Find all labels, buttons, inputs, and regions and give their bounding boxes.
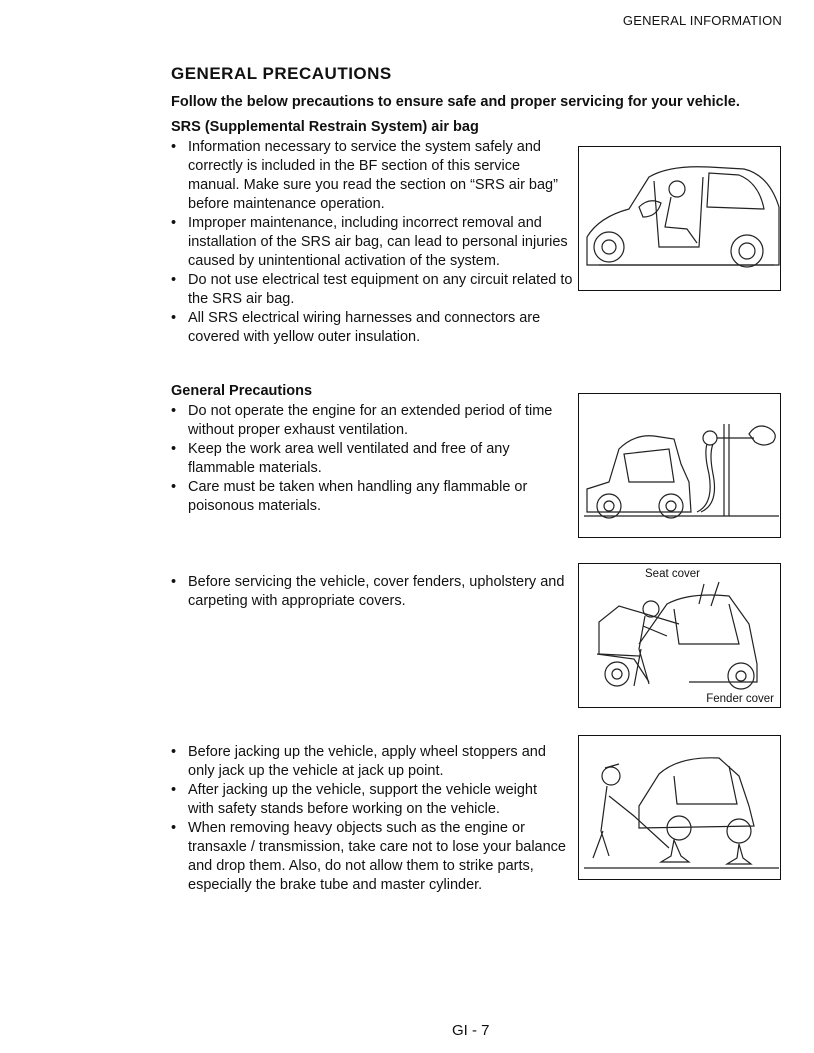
jacking-bullet-list [171, 743, 566, 895]
car-airbag-drawing [579, 147, 780, 290]
covers-illustration [578, 563, 781, 708]
page-title: GENERAL PRECAUTIONS [171, 64, 392, 83]
exhaust-drawing [579, 394, 780, 537]
mechanic-covers-drawing [579, 564, 780, 707]
page-number: GI - 7 [452, 1022, 490, 1039]
list-item: • Keep the work area well ventilated and free of any flammable materials. [171, 440, 573, 478]
list-item: • Before jacking up the vehicle, apply wheel stoppers and only jack up the vehicle at jack up point. [171, 743, 566, 781]
jacking-illustration [578, 735, 781, 880]
jack-stands-drawing [579, 736, 780, 879]
page-subtitle: Follow the below precautions to ensure safe and proper servicing for your vehicle. [171, 94, 740, 110]
general-precautions-heading: General Precautions [171, 383, 313, 399]
list-item: • Do not operate the engine for an extended period of time without proper exhaust ventilation. [171, 402, 573, 440]
list-item: • When removing heavy objects such as the engine or transaxle / transmission, take care not to lose your balance and drop them. Also, do not allow them to strike parts, especially the brake tube and master cylinder. [171, 819, 566, 895]
list-item: • After jacking up the vehicle, support the vehicle weight with safety stands before working on the vehicle. [171, 781, 566, 819]
list-item: • All SRS electrical wiring harnesses and connectors are covered with yellow outer insulation. [171, 309, 573, 347]
page-header: GENERAL INFORMATION [622, 13, 782, 28]
list-item: • Care must be taken when handling any flammable or poisonous materials. [171, 478, 573, 516]
seat-cover-label: Seat cover [645, 568, 700, 580]
covers-bullet-list [171, 573, 573, 611]
list-item: • Information necessary to service the system safely and correctly is included in the BF section of this service manual. Make sure you read the section on “SRS air bag” before maintenance operation. [171, 138, 573, 214]
fender-cover-label: Fender cover [706, 693, 774, 705]
airbag-illustration [578, 146, 781, 291]
srs-heading: SRS (Supplemental Restrain System) air bag [171, 119, 479, 135]
list-item: • Do not use electrical test equipment on any circuit related to the SRS air bag. [171, 271, 573, 309]
list-item: • Improper maintenance, including incorrect removal and installation of the SRS air bag, can lead to personal injuries caused by unintentional activation of the system. [171, 214, 573, 271]
list-item: • Before servicing the vehicle, cover fenders, upholstery and carpeting with appropriate covers. [171, 573, 573, 611]
general-bullet-list [171, 402, 573, 516]
exhaust-ventilation-illustration [578, 393, 781, 538]
srs-bullet-list [171, 138, 573, 347]
